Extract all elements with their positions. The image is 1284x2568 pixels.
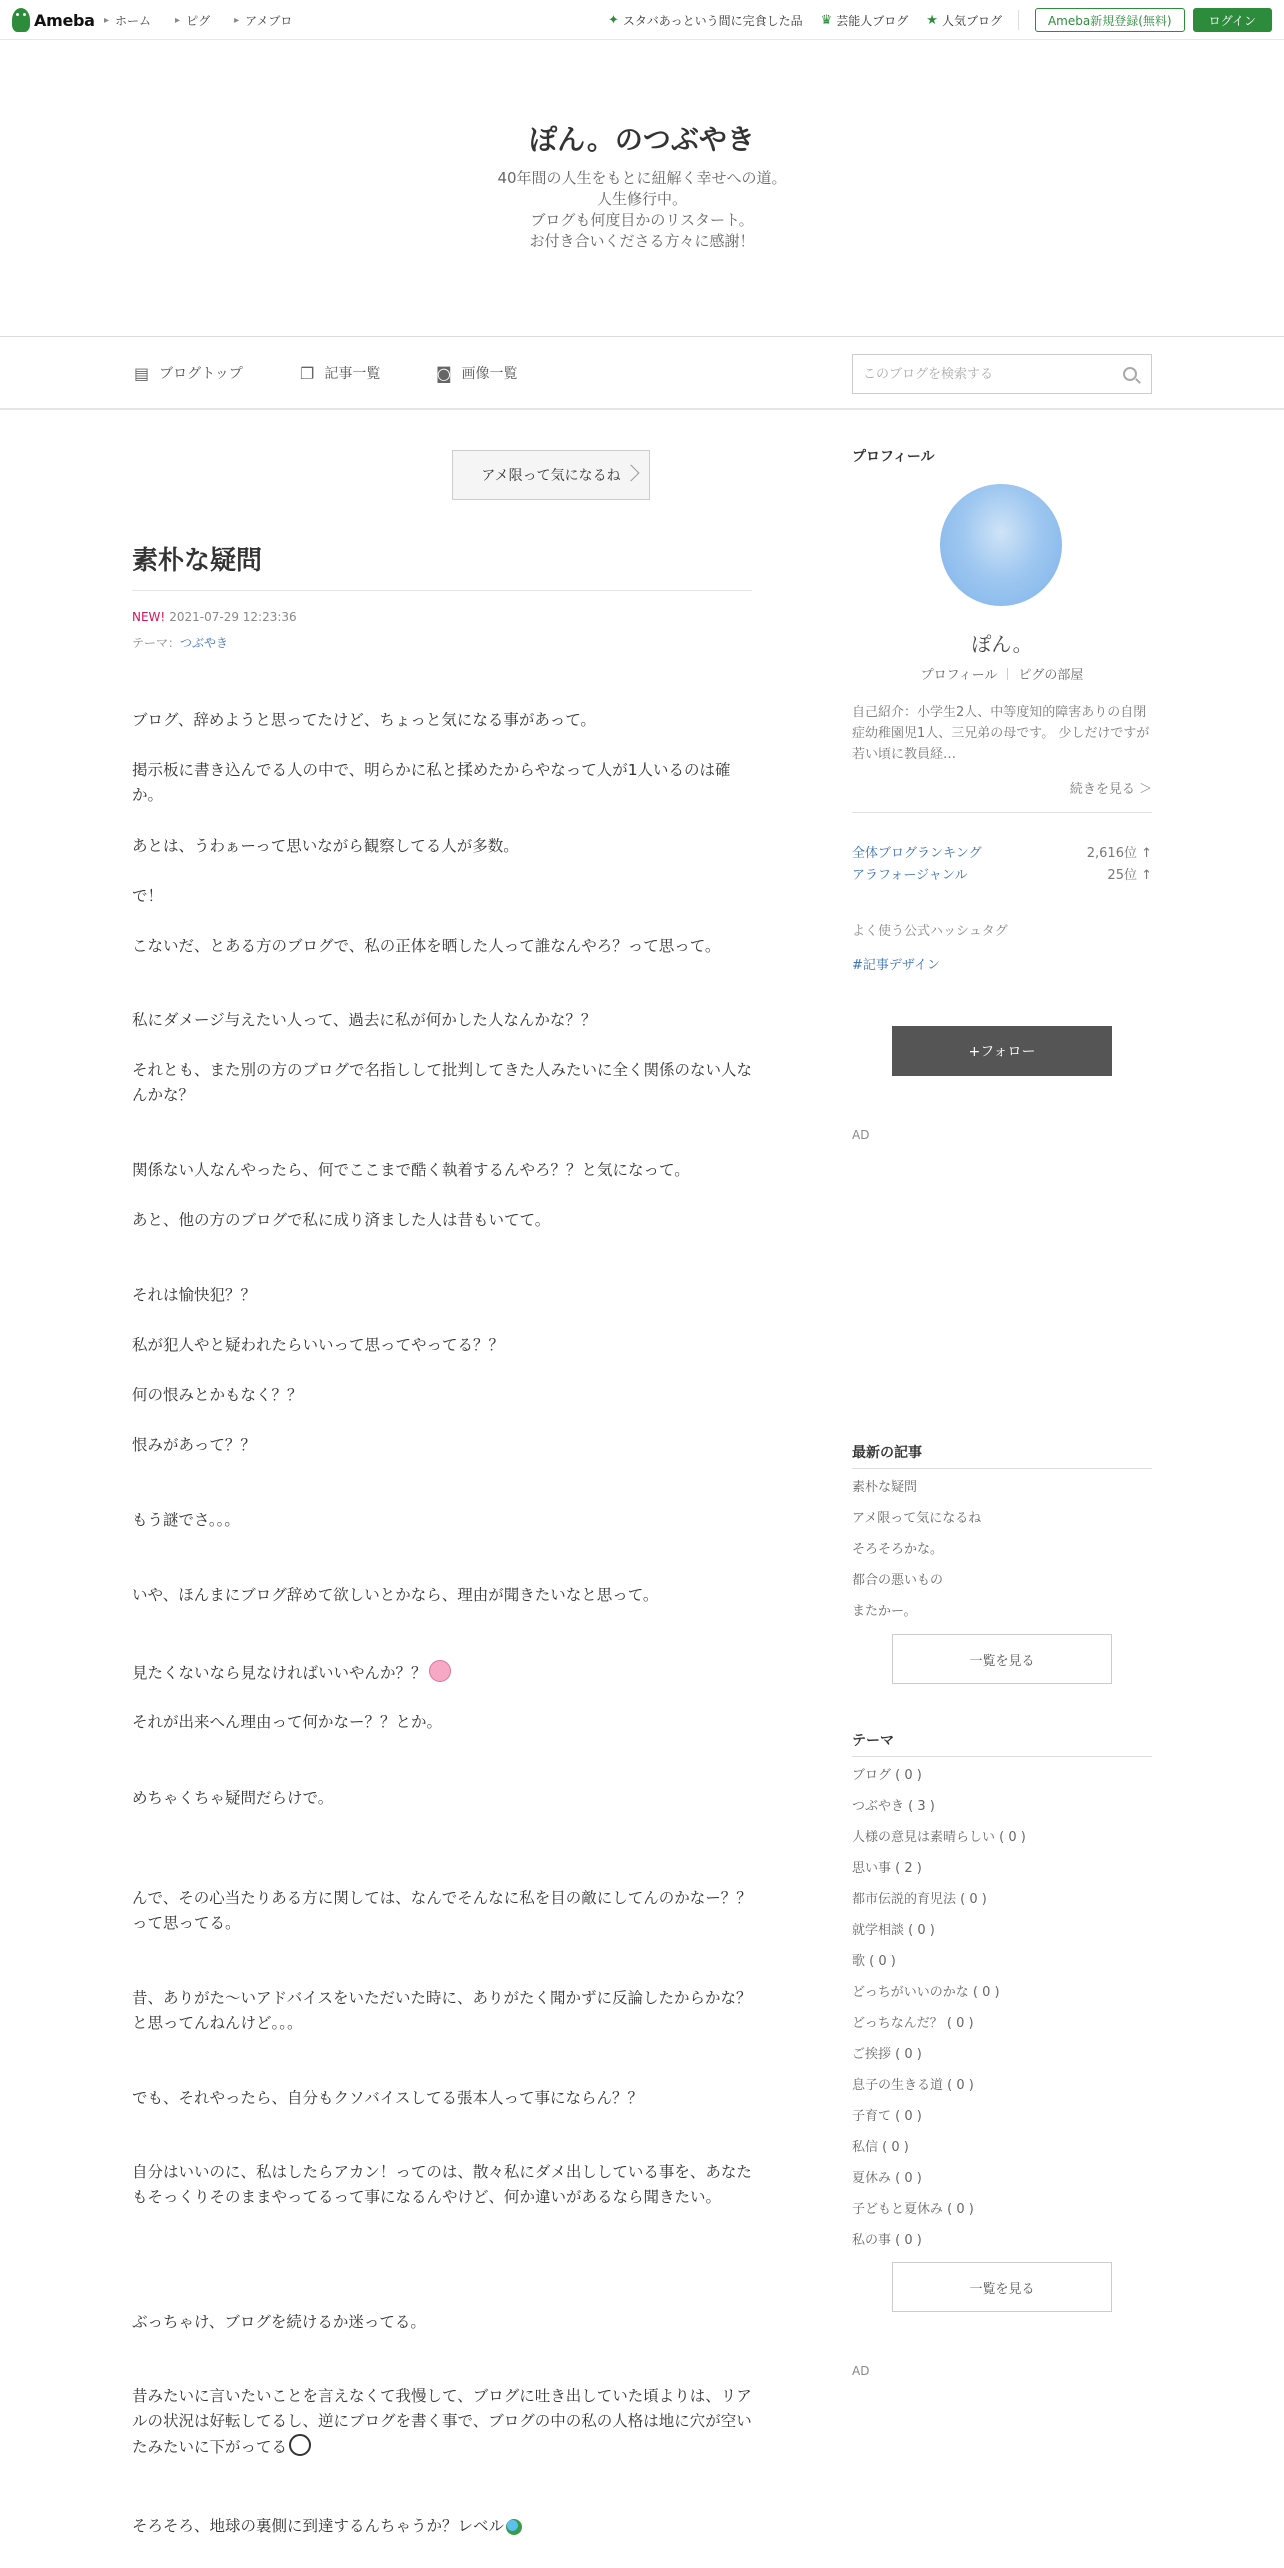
sparkle-icon: ✦	[607, 12, 619, 28]
theme-item[interactable]: 私信 ( 0 )	[852, 2140, 909, 2155]
theme-item[interactable]: 夏休み ( 0 )	[852, 2171, 922, 2186]
search-icon[interactable]	[1123, 367, 1137, 381]
blog-header	[0, 40, 1284, 336]
article-paragraph: んで、その心当たりある方に関しては、なんでそんなに私を目の敵にしてんのかなー？？って思ってる。	[132, 1889, 752, 1932]
latest-item[interactable]: 都合の悪いもの	[852, 1573, 944, 1588]
smiley-emoji-icon	[289, 2434, 311, 2456]
article-paragraph: もう謎でさ。。。	[132, 1511, 240, 1529]
nav-ameblo[interactable]: ▸ アメブロ	[234, 12, 292, 29]
article-paragraph: 掲示板に書き込んでる人の中で、明らかに私と揉めたからやなって人が1人いるのは確か。	[132, 761, 731, 804]
article-paragraph-text: そろそろ、地球の裏側に到達するんちゃうか？レベル	[132, 2517, 505, 2535]
pr-article-button[interactable]	[452, 450, 650, 500]
hashtag-heading: よく使う公式ハッシュタグ	[852, 924, 1008, 939]
celebrity-blog-label: 芸能人ブログ	[836, 13, 909, 28]
ranking-row	[852, 864, 1152, 883]
nav-blog-top[interactable]	[134, 363, 243, 383]
article-paragraph: 関係ない人なんやったら、何でここまで酷く執着するんやろ？？と気になって。	[132, 1161, 690, 1179]
global-nav	[104, 0, 316, 40]
avatar[interactable]	[940, 484, 1062, 606]
latest-see-all-button[interactable]: 一覧を見る	[892, 1634, 1112, 1684]
latest-item[interactable]: そろそろかな。	[852, 1542, 944, 1557]
theme-item[interactable]: 歌 ( 0 )	[852, 1954, 896, 1969]
blog-description-line: お付き合いくださる方々に感謝！	[529, 232, 755, 250]
ranking-value: 25位 ↑	[1107, 868, 1152, 883]
nav-image-list-label: 画像一覧	[461, 366, 518, 382]
theme-item[interactable]: どっちがいいのかな ( 0 )	[852, 1985, 1000, 2000]
article-paragraph: で！	[132, 887, 164, 905]
ameba-logo[interactable]	[12, 8, 95, 32]
global-header	[0, 0, 1284, 40]
article-meta	[132, 610, 297, 624]
blog-title[interactable]: ぽん。のつぶやき	[529, 123, 755, 156]
follow-button[interactable]: +フォロー	[892, 1026, 1112, 1076]
theme-item[interactable]: 人様の意見は素晴らしい ( 0 )	[852, 1830, 1026, 1845]
article-paragraph: 何の恨みとかもなく？？	[132, 1386, 303, 1404]
nav-blog-top-label: ブログトップ	[159, 366, 243, 382]
blog-search	[852, 354, 1152, 394]
article-paragraph: あとは、うわぁーって思いながら観察してる人が多数。	[132, 837, 519, 855]
popular-blog-link[interactable]	[926, 12, 1002, 29]
theme-item[interactable]: 子育て ( 0 )	[852, 2109, 922, 2124]
article-paragraph: こないだ、とある方のブログで、私の正体を晒した人って誰なんやろ？って思って。	[132, 937, 721, 955]
trend-link[interactable]	[608, 12, 803, 29]
profile-links	[852, 664, 1152, 683]
pigg-room-link[interactable]: ピグの部屋	[1018, 668, 1084, 683]
pr-article-label: アメ限って気になるね	[481, 468, 621, 484]
article-paragraph-text: 見たくないなら見なければいいやんか？？	[132, 1664, 427, 1682]
article-paragraph: それとも、また別の方のブログで名指しして批判してきた人みたいに全く関係のない人なんかな？	[132, 1061, 753, 1104]
theme-item[interactable]: 私の事 ( 0 )	[852, 2233, 922, 2248]
new-badge: NEW!	[132, 610, 166, 624]
article-paragraph: でも、それやったら、自分もクソバイスしてる張本人って事にならん？？	[132, 2089, 644, 2107]
article-paragraph: 私が犯人やと疑われたらいいって思ってやってる？？	[132, 1336, 505, 1354]
article-paragraph: 私にダメージ与えたい人って、過去に私が何かした人なんかな？？	[132, 1011, 597, 1029]
article-paragraph: ぶっちゃけ、ブログを続けるか迷ってる。	[132, 2313, 426, 2331]
article-paragraph	[132, 2384, 752, 2460]
theme-item[interactable]: ご挨拶 ( 0 )	[852, 2047, 922, 2062]
theme-item[interactable]: 就学相談 ( 0 )	[852, 1923, 935, 1938]
theme-item[interactable]: 子どもと夏休み ( 0 )	[852, 2202, 974, 2217]
nav-pigg[interactable]: ▸ ピグ	[175, 12, 210, 29]
profile-link[interactable]: プロフィール	[920, 668, 998, 683]
search-input[interactable]	[853, 355, 1103, 393]
article-theme	[132, 634, 228, 651]
article-paragraph	[132, 2514, 752, 2539]
ranking-row	[852, 842, 1152, 861]
copy-icon: ❐	[300, 363, 315, 383]
read-more-link[interactable]: 続きを見る ＞	[1069, 782, 1152, 797]
ranking-value: 2,616位 ↑	[1086, 846, 1152, 861]
theme-item[interactable]: どっちなんだ？ ( 0 )	[852, 2016, 974, 2031]
ranking-label[interactable]: 全体ブログランキング	[852, 846, 982, 861]
article-datetime: 2021-07-29 12:23:36	[169, 610, 297, 624]
popular-blog-label: 人気ブログ	[941, 13, 1002, 28]
globe-emoji-icon	[506, 2519, 522, 2535]
article-paragraph: 恨みがあって？？	[132, 1436, 256, 1454]
ad-label: AD	[852, 1128, 870, 1142]
article-title[interactable]: 素朴な疑問	[132, 546, 263, 576]
register-button[interactable]: Ameba新規登録(無料)	[1035, 8, 1185, 32]
celebrity-blog-link[interactable]	[821, 12, 909, 29]
document-icon: ▤	[134, 363, 150, 383]
theme-see-all-button[interactable]: 一覧を見る	[892, 2262, 1112, 2312]
article-paragraph: あと、他の方のブログで私に成り済ました人は昔もいてて。	[132, 1211, 551, 1229]
theme-item[interactable]: 思い事 ( 2 )	[852, 1861, 922, 1876]
theme-link[interactable]: つぶやき	[180, 636, 229, 650]
hashtag-link[interactable]: #記事デザイン	[852, 958, 940, 973]
nav-article-list-label: 記事一覧	[324, 366, 381, 382]
ameba-mascot-icon	[12, 8, 30, 32]
blog-description-line: 人生修行中。	[596, 190, 687, 208]
article-paragraph: めちゃくちゃ疑問だらけで。	[132, 1789, 334, 1807]
header-right	[590, 0, 1272, 40]
theme-heading: テーマ	[852, 1730, 1152, 1757]
star-icon: ★	[926, 12, 938, 28]
ad-label: AD	[852, 2364, 870, 2378]
camera-icon: ◙	[436, 363, 452, 383]
article-paragraph: 自分はいいのに、私はしたらアカン！ってのは、散々私にダメ出ししている事を、あなたもそっくりそのままやってるって事になるんやけど、何か違いがあるなら聞きたい。	[132, 2163, 752, 2206]
article-paragraph: それが出来へん理由って何かなー？？とか。	[132, 1713, 443, 1731]
ranking-label[interactable]: アラフォージャンル	[852, 868, 968, 883]
latest-item[interactable]: アメ限って気になるね	[852, 1511, 982, 1526]
login-button[interactable]: ログイン	[1193, 8, 1272, 32]
nav-article-list[interactable]	[300, 363, 380, 383]
article-paragraph-text: 昔みたいに言いたいことを言えなくて我慢して、ブログに吐き出していた頃よりは、リアルの状況は好転してるし、逆にブログを書く事で、ブログの中の私の人格は地に穴が空いたみたいに下がってる	[132, 2387, 752, 2456]
trend-link-label: スタバあっという間に完食した品	[622, 13, 803, 28]
blog-description-line: 40年間の人生をもとに紐解く幸せへの道。	[497, 169, 787, 187]
article-paragraph: 昔、ありがた〜いアドバイスをいただいた時に、ありがたく聞かずに反論したからかな？と思ってんねんけど。。。	[132, 1989, 752, 2032]
divider	[1007, 668, 1008, 680]
crown-icon: ♛	[820, 12, 833, 28]
divider	[1018, 10, 1019, 30]
logo-text: Ameba	[34, 10, 95, 30]
profile-intro: 自己紹介：小学生2人、中等度知的障害ありの自閉症幼稚園児1人、三兄弟の母です。 少しだけですが若い頃に教員経…	[852, 705, 1150, 762]
article-paragraph: いや、ほんまにブログ辞めて欲しいとかなら、理由が聞きたいなと思って。	[132, 1586, 659, 1604]
divider	[852, 812, 1152, 813]
blog-nav	[0, 336, 1284, 410]
theme-item[interactable]: ブログ ( 0 )	[852, 1768, 922, 1783]
theme-prefix: テーマ：	[132, 636, 181, 650]
theme-item[interactable]: 都市伝説的育児法 ( 0 )	[852, 1892, 987, 1907]
theme-item[interactable]: つぶやき ( 3 )	[852, 1799, 935, 1814]
latest-item[interactable]: 素朴な疑問	[852, 1480, 918, 1495]
profile-heading: プロフィール	[852, 449, 935, 465]
theme-item[interactable]: 息子の生きる道 ( 0 )	[852, 2078, 974, 2093]
chevron-right-icon	[623, 465, 640, 482]
article-paragraph: それは愉快犯？？	[132, 1286, 257, 1304]
nav-home[interactable]: ▸ ホーム	[104, 12, 151, 29]
nav-image-list[interactable]	[436, 363, 518, 383]
blog-description	[0, 168, 1284, 252]
article-paragraph: ブログ、辞めようと思ってたけど、ちょっと気になる事があって。	[132, 711, 596, 729]
pig-emoji-icon	[429, 1660, 451, 1682]
article-paragraph	[132, 1660, 752, 1686]
latest-item[interactable]: またかー。	[852, 1604, 917, 1619]
profile-name[interactable]: ぽん。	[971, 632, 1033, 656]
divider	[132, 590, 752, 591]
latest-heading: 最新の記事	[852, 1442, 1152, 1469]
blog-description-line: ブログも何度目かのリスタート。	[530, 211, 754, 229]
